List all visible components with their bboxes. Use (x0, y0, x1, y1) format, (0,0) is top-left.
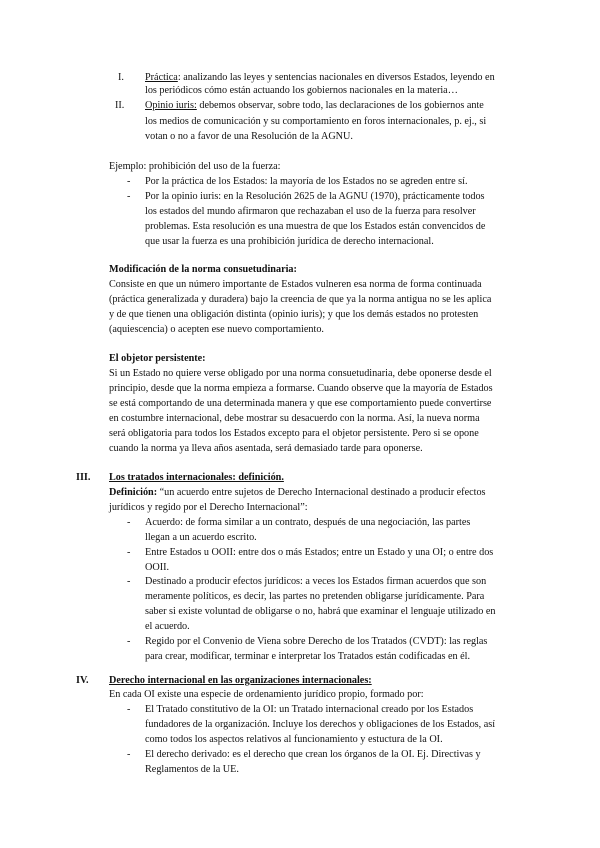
paragraph-text: en costumbre internacional, debe mostrar su desacuerdo con la norma. Así, la nueva norma (109, 413, 480, 424)
bullet-text: como todos los aspectos relativos al funcionamiento y estuctura de la OI. (145, 734, 443, 745)
bullet-text: Regido por el Convenio de Viena sobre Derecho de los Tratados (CVDT): las reglas (145, 636, 488, 647)
term: Opinio iuris: (145, 100, 197, 111)
section-title: Los tratados internacionales: definición. (109, 472, 284, 483)
paragraph-text: será obligatoria para todos los Estados excepto para el objetor persistente. Pero si se opone (109, 428, 479, 439)
paragraph-text: (práctica generalizada y duradera) bajo la creencia de que ya la norma antigua no se les aplica (109, 294, 492, 305)
section-title: Derecho internacional en las organizaciones internacionales: (109, 675, 372, 686)
bullet-dash: - (127, 749, 131, 760)
bullet-text: El derecho derivado: es el derecho que crean los órganos de la OI. Ej. Directivas y (145, 749, 481, 760)
bullet-dash: - (127, 547, 131, 558)
list-item-text: los medios de comunicación y su comportamiento en foros internacionales, p. ej., si (145, 116, 487, 127)
bullet-dash: - (127, 176, 131, 187)
bullet-text: OOII. (145, 562, 170, 573)
bullet-dash: - (127, 636, 131, 647)
bullet-text: Acuerdo: de forma similar a un contrato, después de una negociación, las partes (145, 517, 471, 528)
section-heading: Modificación de la norma consuetudinaria: (109, 264, 297, 275)
section-heading: El objetor persistente: (109, 353, 206, 364)
bullet-text: Entre Estados u OOII: entre dos o más Estados; entre un Estado y una OI; o entre dos (145, 547, 494, 558)
bullet-dash: - (127, 704, 131, 715)
bullet-text: Por la práctica de los Estados: la mayoría de los Estados no se agreden entre sí. (145, 176, 468, 187)
bullet-text: llegan a un acuerdo escrito. (145, 532, 257, 543)
bullet-dash: - (127, 191, 131, 202)
bullet-text: problemas. Esta resolución es una muestra de que los Estados están convencidos de (145, 221, 486, 232)
colon: : (177, 72, 181, 83)
bullet-dash: - (127, 517, 131, 528)
list-item-text: votan o no a favor de una Resolución de la AGNU. (145, 131, 353, 142)
bullet-text: los estados del mundo afirmaron que rechazaban el uso de la fuerza para resolver (145, 206, 476, 217)
paragraph-text: principio, desde que la norma empieza a formarse. Cuando observe que la mayoría de Estados (109, 383, 493, 394)
text: analizando las leyes y sentencias nacionales en diversos Estados, leyendo en (180, 72, 495, 83)
list-item-text (145, 100, 484, 112)
paragraph-text: se está comportando de una determinada manera y que ese comportamiento puede convertirse (109, 398, 492, 409)
paragraph-text: Si un Estado no quiere verse obligado por una norma consuetudinaria, debe oponerse desde el (109, 368, 492, 379)
bullet-text: Destinado a producir efectos jurídicos: a veces los Estados firman acuerdos que son (145, 576, 487, 587)
definition-text (109, 487, 486, 499)
bullet-text: El Tratado constitutivo de la OI: un Tratado internacional creado por los Estados (145, 704, 474, 715)
bullet-text: Por la opinio iuris: en la Resolución 2625 de la AGNU (1970), prácticamente todos (145, 191, 485, 202)
bullet-text: que usar la fuerza es una prohibición jurídica de derecho internacional. (145, 236, 434, 247)
bullet-text: el acuerdo. (145, 621, 190, 632)
list-numeral: I. (118, 72, 124, 83)
list-numeral: II. (115, 100, 125, 111)
paragraph-text: En cada OI existe una especie de ordenamiento jurídico propio, formado por: (109, 689, 424, 700)
term: Práctica (145, 72, 178, 83)
paragraph-text: (aquiescencia) o acepten ese nuevo comportamiento. (109, 324, 324, 335)
definition-text: jurídicos y regido por el Derecho Internacional”: (109, 502, 308, 513)
text: debemos observar, sobre todo, las declaraciones de los gobiernos ante (196, 100, 484, 111)
section-number: III. (76, 472, 91, 483)
paragraph-text: Ejemplo: prohibición del uso de la fuerza: (109, 161, 281, 172)
paragraph-text: Consiste en que un número importante de Estados vulneren esa norma de forma continuada (109, 279, 482, 290)
paragraph-text: cuando la norma ya lleva años asentada, será demasiado tarde para oponerse. (109, 443, 423, 454)
list-item-text (145, 72, 495, 84)
bullet-text: saber si existe voluntad de obligarse o no, habrá que examinar el lenguaje utilizado en (145, 606, 496, 617)
section-number: IV. (76, 675, 89, 686)
bullet-text: meramente políticos, es decir, las partes no pretenden obligarse jurídicamente. Para (145, 591, 485, 602)
bullet-dash: - (127, 576, 131, 587)
text: “un acuerdo entre sujetos de Derecho Internacional destinado a producir efectos (157, 487, 486, 498)
list-item-text: los periódicos cómo están actuando los gobiernos nacionales en la materia… (145, 85, 458, 96)
definition-label: Definición: (109, 487, 158, 498)
bullet-text: Reglamentos de la UE. (145, 764, 239, 775)
bullet-text: fundadores de la organización. Incluye los derechos y obligaciones de los Estados, así (145, 719, 496, 730)
bullet-text: para crear, modificar, terminar e interpretar los Tratados están codificadas en él. (145, 651, 471, 662)
paragraph-text: y de que tienen una obligación distinta (opinio iuris); y que los demás estados no protesten (109, 309, 479, 320)
